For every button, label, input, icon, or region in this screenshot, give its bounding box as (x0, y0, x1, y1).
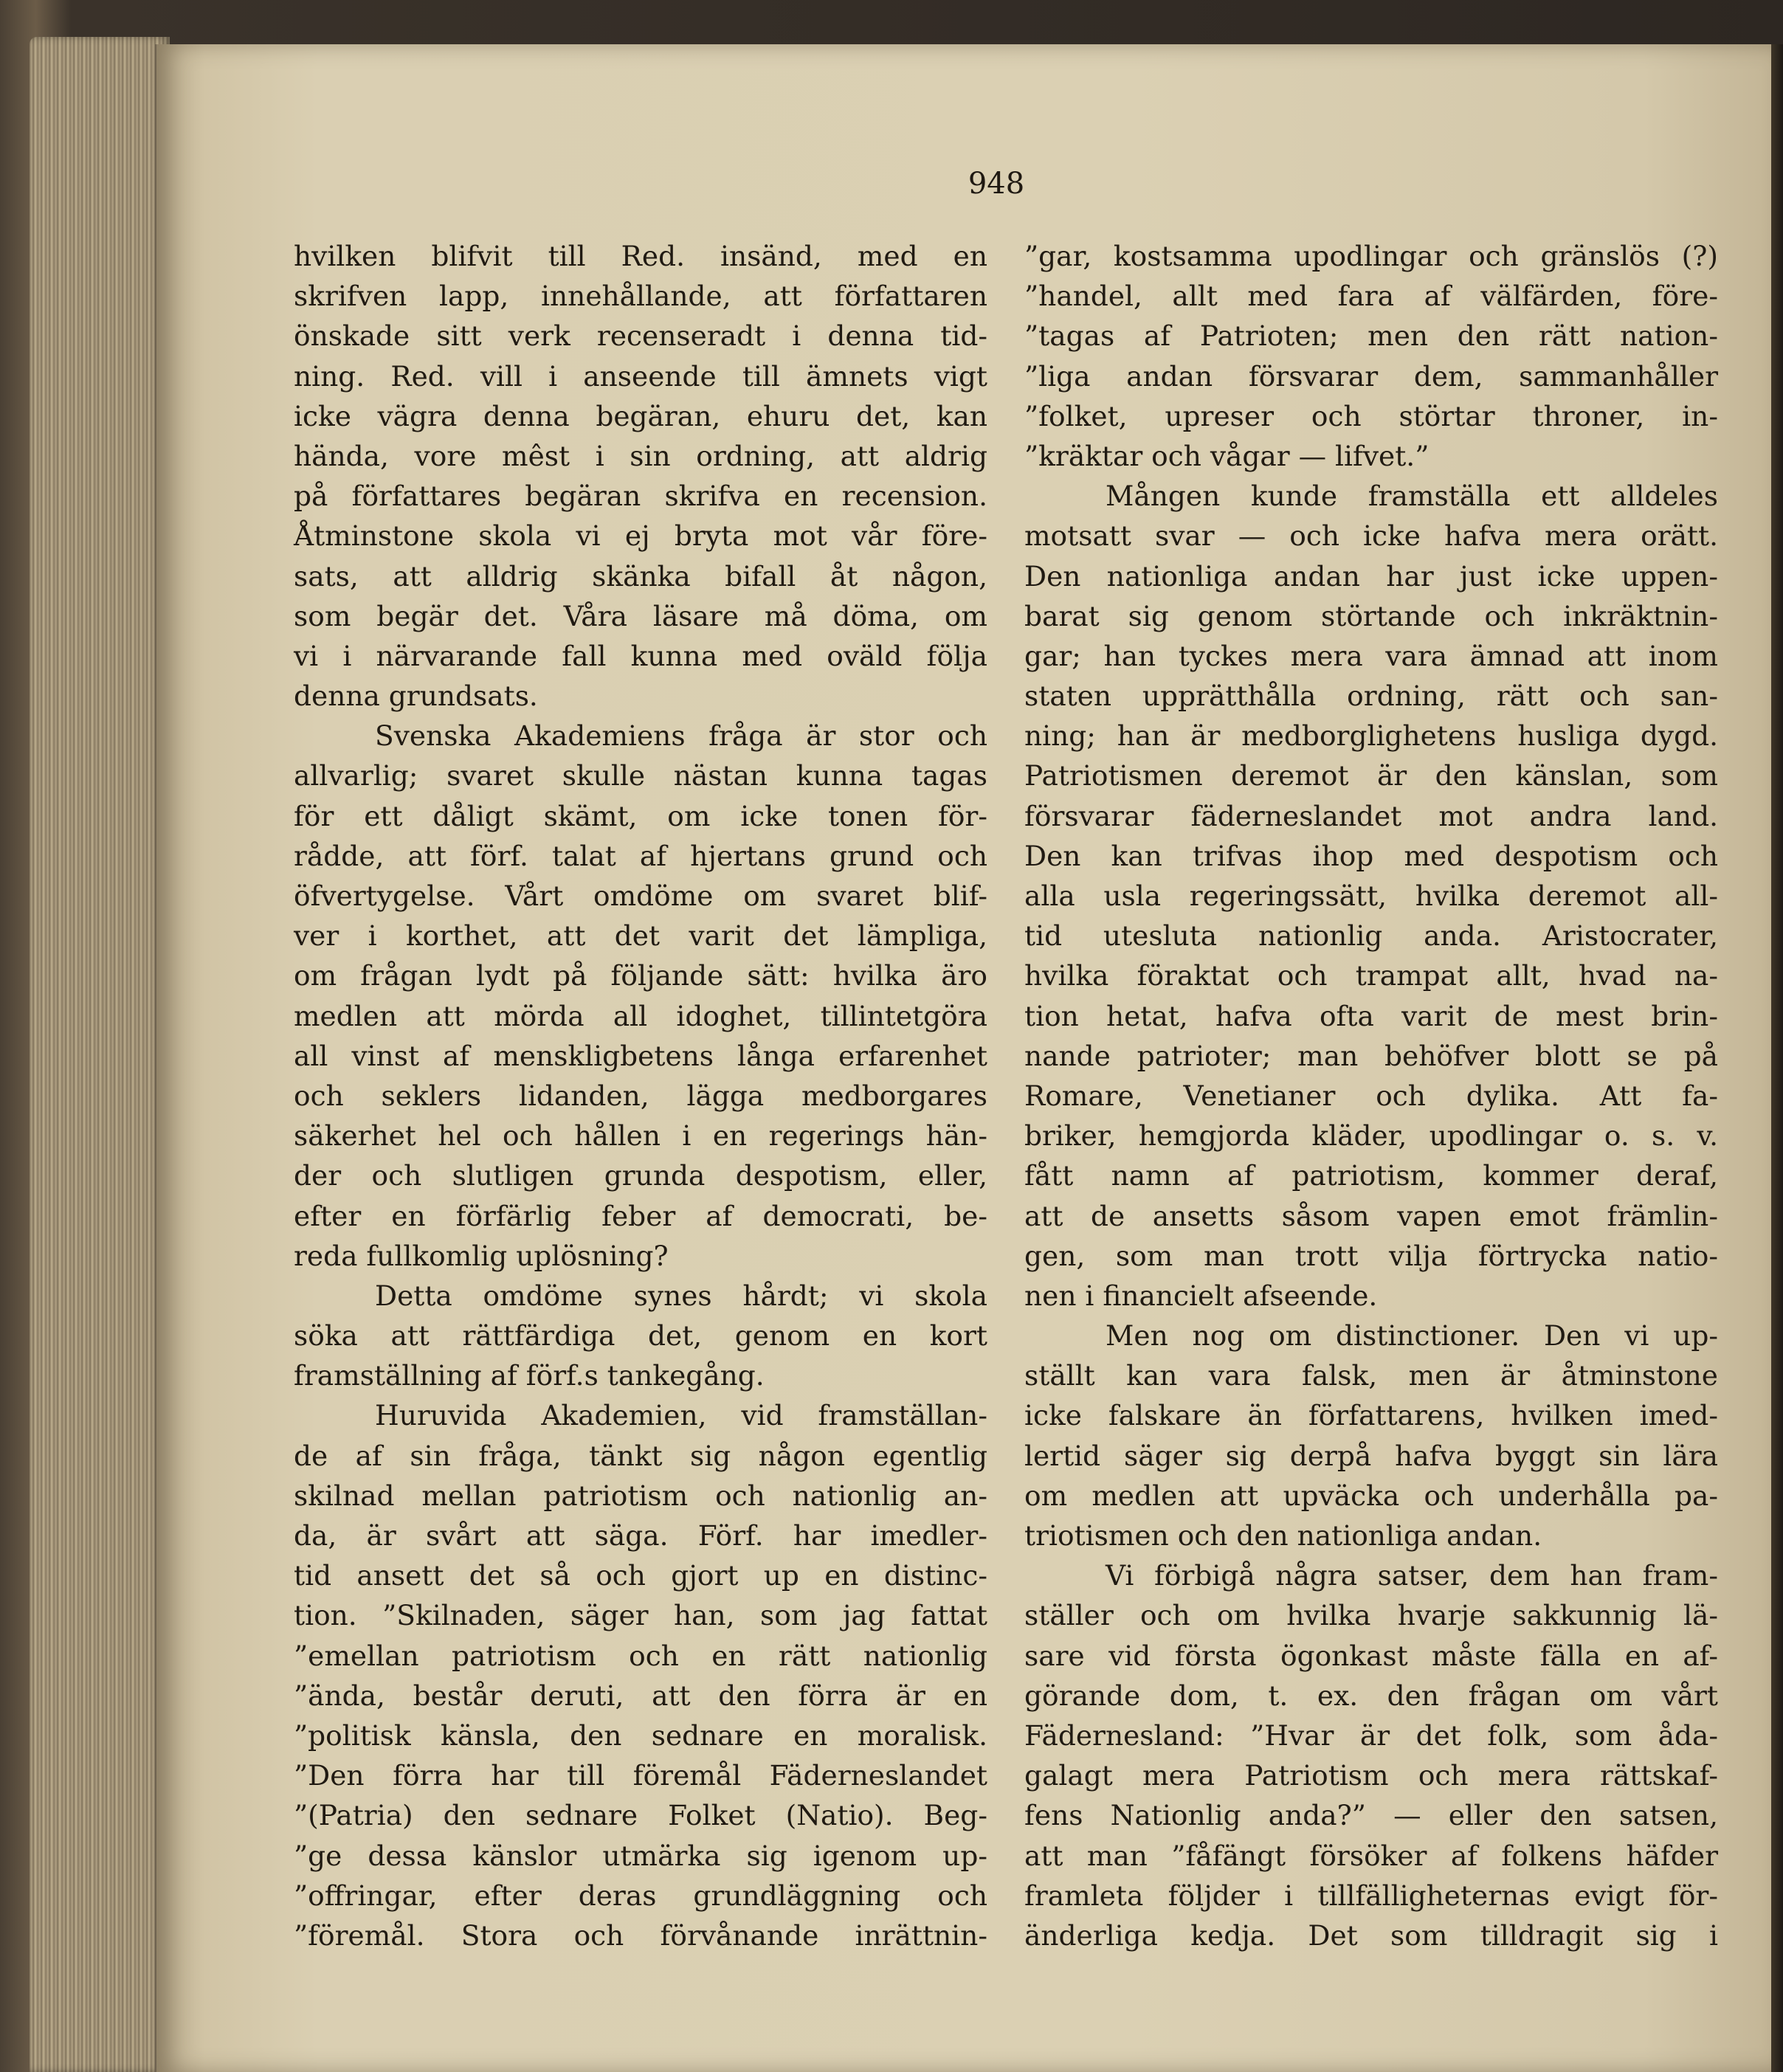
text-line: ”Den förra har till föremål Fäderneslandet (294, 1759, 987, 1792)
text-line: ning; han är medborglighetens husliga dygd. (1024, 719, 1718, 753)
text-line: der och slutligen grunda despotism, eller, (294, 1159, 987, 1192)
text-line: Svenska Akademiens fråga är stor och (375, 719, 987, 753)
text-line: ”(Patria) den sednare Folket (Natio). Beg- (294, 1799, 987, 1832)
text-line: ”offringar, efter deras grundläggning och (294, 1879, 987, 1912)
text-line: all vinst af menskligbetens långa erfarenhet (294, 1039, 987, 1072)
text-line: om medlen att upväcka och underhålla pa- (1024, 1479, 1718, 1512)
text-line: Den kan trifvas ihop med despotism och (1024, 839, 1718, 872)
text-line: vi i närvarande fall kunna med oväld följa (294, 639, 987, 672)
text-line: ”ända, består deruti, att den förra är en (294, 1679, 987, 1712)
text-line: ”folket, upreser och störtar throner, in- (1024, 399, 1718, 432)
text-line: motsatt svar — och icke hafva mera orätt. (1024, 519, 1718, 553)
text-line: ”gar, kostsamma upodlingar och gränslös (?) (1024, 240, 1718, 272)
text-line: tion. ”Skilnaden, säger han, som jag fattat (294, 1599, 987, 1632)
text-line: framleta följder i tillfälligheternas evigt för- (1024, 1879, 1718, 1912)
text-line: galagt mera Patriotism och mera rättskaf- (1024, 1759, 1718, 1792)
text-line: triotismen och den nationliga andan. (1024, 1519, 1542, 1552)
text-line: Vi förbigå några satser, dem han fram- (1106, 1559, 1718, 1592)
text-line: fått namn af patriotism, kommer deraf, (1024, 1159, 1718, 1192)
text-line: sats, att alldrig skänka bifall åt någon, (294, 559, 987, 593)
text-line: Den nationliga andan har just icke uppen- (1024, 559, 1718, 593)
text-line: medlen att mörda all idoghet, tillintetgöra (294, 999, 987, 1032)
text-line: denna grundsats. (294, 680, 538, 713)
text-line: tid utesluta nationlig anda. Aristocrater, (1024, 919, 1718, 953)
text-line: görande dom, t. ex. den frågan om vårt (1024, 1679, 1718, 1712)
text-line: att de ansetts såsom vapen emot främlin- (1024, 1199, 1718, 1232)
text-line: sare vid första ögonkast måste fälla en af- (1024, 1639, 1718, 1672)
text-line: icke vägra denna begäran, ehuru det, kan (294, 399, 987, 432)
text-line: da, är svårt att säga. Förf. har imedler- (294, 1519, 987, 1552)
text-line: barat sig genom störtande och inkräktnin- (1024, 599, 1718, 632)
text-line: de af sin fråga, tänkt sig någon egentlig (294, 1439, 987, 1472)
text-line: fens Nationlig anda?” — eller den satsen, (1024, 1799, 1718, 1832)
text-line: att man ”fåfängt försöker af folkens häfder (1024, 1839, 1718, 1872)
text-line: reda fullkomlig uplösning? (294, 1239, 669, 1272)
text-line: lertid säger sig derpå hafva byggt sin lära (1024, 1439, 1718, 1472)
text-line: hvilka föraktat och trampat allt, hvad na- (1024, 959, 1718, 992)
text-line: skilnad mellan patriotism och nationlig an- (294, 1479, 987, 1512)
text-line: Romare, Venetianer och dylika. Att fa- (1024, 1079, 1718, 1112)
text-line: Detta omdöme synes hårdt; vi skola (375, 1279, 987, 1312)
text-line: Fädernesland: ”Hvar är det folk, som åda- (1024, 1719, 1718, 1752)
binding-edge (1771, 44, 1783, 2072)
text-line: öfvertygelse. Vårt omdöme om svaret blif- (294, 880, 987, 912)
page-number: 948 (968, 167, 1025, 201)
text-line: Mången kunde framställa ett alldeles (1106, 480, 1718, 513)
text-line: nande patrioter; man behöfver blott se på (1024, 1039, 1718, 1072)
text-line: söka att rättfärdiga det, genom en kort (294, 1319, 987, 1353)
text-line: ning. Red. vill i anseende till ämnets vigt (294, 359, 987, 393)
text-line: om frågan lydt på följande sätt: hvilka äro (294, 959, 987, 992)
text-line: ”föremål. Stora och förvånande inrättnin- (294, 1919, 987, 1952)
text-line: som begär det. Våra läsare må döma, om (294, 599, 987, 632)
text-line: önskade sitt verk recenseradt i denna tid- (294, 320, 987, 353)
text-line: rådde, att förf. talat af hjertans grund och (294, 839, 987, 872)
text-line: hvilken blifvit till Red. insänd, med en (294, 240, 987, 272)
text-line: ”emellan patriotism och en rätt nationlig (294, 1639, 987, 1672)
text-line: ”liga andan försvarar dem, sammanhåller (1024, 359, 1718, 393)
text-line: ”politisk känsla, den sednare en moralisk. (294, 1719, 987, 1752)
text-line: Patriotismen deremot är den känslan, som (1024, 759, 1718, 792)
text-line: tid ansett det så och gjort up en distinc- (294, 1559, 987, 1592)
text-line: ”handel, allt med fara af välfärden, före- (1024, 280, 1718, 313)
text-line: icke falskare än författarens, hvilken imed- (1024, 1399, 1718, 1432)
right-text-column (1024, 236, 1718, 1955)
text-line: säkerhet hel och hållen i en regerings hän- (294, 1119, 987, 1153)
text-line: ställer och om hvilka hvarje sakkunnig lä- (1024, 1599, 1718, 1632)
text-line: ”ge dessa känslor utmärka sig igenom up- (294, 1839, 987, 1872)
text-line: ver i korthet, att det varit det lämpliga, (294, 919, 987, 953)
text-line: hända, vore mêst i sin ordning, att aldrig (294, 439, 987, 472)
text-line: änderliga kedja. Det som tilldragit sig i (1024, 1919, 1718, 1952)
text-line: Åtminstone skola vi ej bryta mot vår före- (294, 519, 987, 553)
text-line: briker, hemgjorda kläder, upodlingar o. s. v. (1024, 1119, 1718, 1153)
text-line: och seklers lidanden, lägga medborgares (294, 1079, 987, 1112)
text-line: ställt kan vara falsk, men är åtminstone (1024, 1359, 1718, 1392)
page-edges (30, 37, 170, 2072)
text-line: försvarar fäderneslandet mot andra land. (1024, 799, 1718, 832)
text-line: allvarlig; svaret skulle nästan kunna tagas (294, 759, 987, 792)
text-line: tion hetat, hafva ofta varit de mest brin- (1024, 999, 1718, 1032)
text-line: gar; han tyckes mera vara ämnad att inom (1024, 639, 1718, 672)
left-text-column (294, 236, 987, 1955)
text-line: gen, som man trott vilja förtrycka natio- (1024, 1239, 1718, 1272)
text-line: efter en förfärlig feber af democrati, be- (294, 1199, 987, 1232)
text-line: Men nog om distinctioner. Den vi up- (1106, 1319, 1718, 1353)
text-line: ”kräktar och vågar — lifvet.” (1024, 439, 1429, 472)
text-line: Huruvida Akademien, vid framställan- (375, 1399, 987, 1432)
text-line: staten upprätthålla ordning, rätt och san- (1024, 680, 1718, 713)
text-line: ”tagas af Patrioten; men den rätt nation- (1024, 320, 1718, 353)
text-line: skrifven lapp, innehållande, att författaren (294, 280, 987, 313)
text-line: för ett dåligt skämt, om icke tonen för- (294, 799, 987, 832)
text-line: alla usla regeringssätt, hvilka deremot all- (1024, 880, 1718, 912)
text-line: på författares begäran skrifva en recension. (294, 480, 987, 513)
text-line: framställning af förf.s tankegång. (294, 1359, 765, 1392)
text-line: nen i financielt afseende. (1024, 1279, 1378, 1312)
